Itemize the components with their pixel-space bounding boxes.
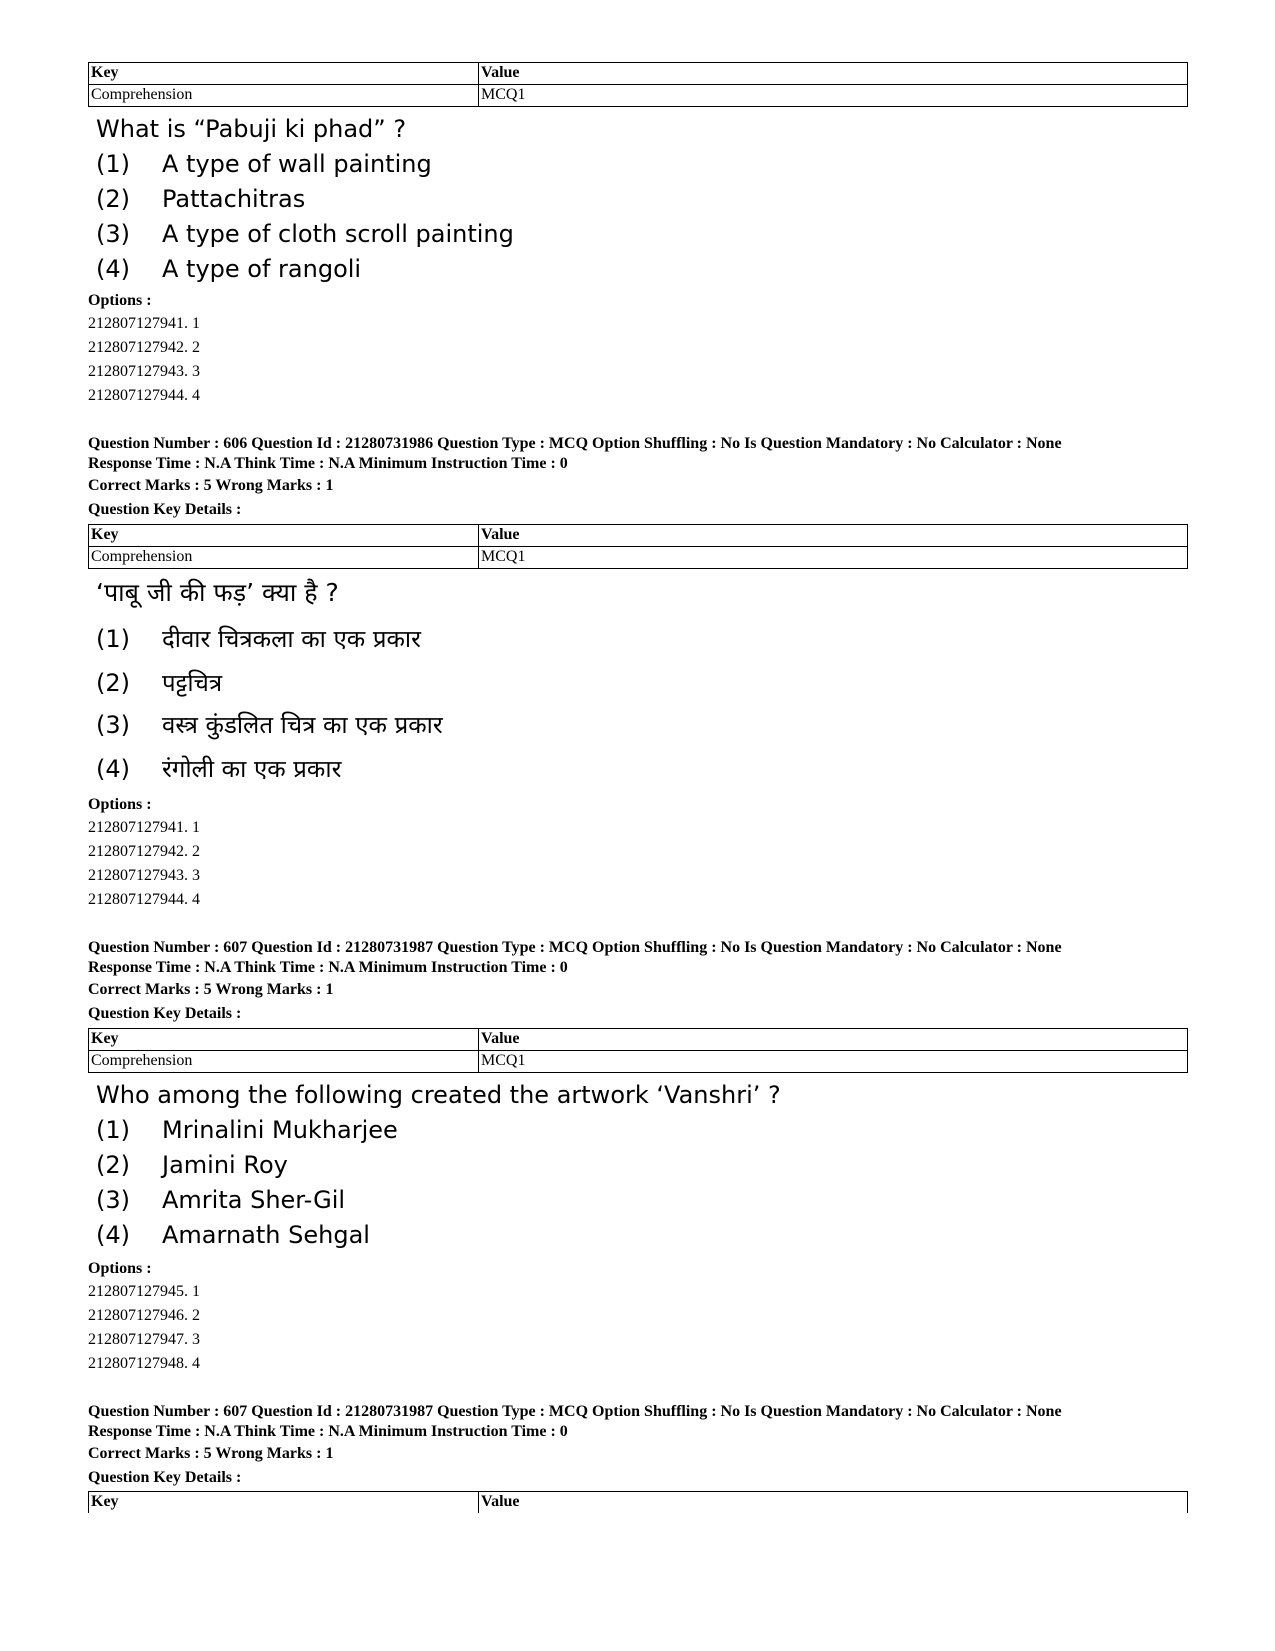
answer-option [96, 708, 1188, 752]
response-time-line: Response Time : N.A Think Time : N.A Minimum Instruction Time : 0 [88, 455, 568, 472]
key-cell: Comprehension [89, 1051, 479, 1073]
answer-option [96, 1186, 1188, 1221]
option-number: (4) [96, 755, 130, 783]
option-id: 212807127944. 4 [88, 891, 200, 908]
option-number: (1) [96, 625, 130, 653]
option-text: Mrinalini Mukharjee [162, 1116, 398, 1144]
option-text: वस्त्र कुंडलित चित्र का एक प्रकार [162, 711, 443, 739]
option-number: (2) [96, 1151, 130, 1179]
response-time-line: Response Time : N.A Think Time : N.A Minimum Instruction Time : 0 [88, 959, 568, 976]
value-cell: MCQ1 [479, 85, 1188, 107]
marks-line: Correct Marks : 5 Wrong Marks : 1 [88, 981, 334, 998]
answer-option [96, 185, 1188, 220]
options-list [88, 290, 1188, 408]
response-time-line: Response Time : N.A Think Time : N.A Minimum Instruction Time : 0 [88, 1423, 568, 1440]
option-number: (3) [96, 1186, 130, 1214]
option-number: (3) [96, 711, 130, 739]
question-key-table [88, 62, 1188, 107]
option-id: 212807127941. 1 [88, 819, 200, 836]
value-header: Value [479, 1492, 1188, 1514]
answer-option [96, 666, 1188, 708]
answer-option [96, 1221, 1188, 1256]
option-number: (1) [96, 150, 130, 178]
option-id: 212807127943. 3 [88, 363, 200, 380]
answer-option [96, 150, 1188, 185]
option-text: A type of rangoli [162, 255, 362, 283]
question-block [88, 1080, 1188, 1256]
option-text: पट्टचित्र [162, 669, 223, 697]
question-key-table [88, 524, 1188, 569]
option-number: (4) [96, 255, 130, 283]
key-header: Key [89, 1492, 479, 1514]
question-block [88, 578, 1188, 792]
question-key-table [88, 1028, 1188, 1073]
question-block [88, 114, 1188, 290]
option-text: दीवार चित्रकला का एक प्रकार [162, 625, 421, 653]
question-meta [88, 1402, 1188, 1490]
key-cell: Comprehension [89, 85, 479, 107]
option-text: Amarnath Sehgal [162, 1221, 370, 1249]
key-cell: Comprehension [89, 547, 479, 569]
option-number: (3) [96, 220, 130, 248]
option-id: 212807127946. 2 [88, 1307, 200, 1324]
option-id: 212807127945. 1 [88, 1283, 200, 1300]
key-header: Key [89, 63, 479, 85]
question-text: What is “Pabuji ki phad” ? [96, 115, 407, 143]
answer-option [96, 220, 1188, 255]
option-id: 212807127941. 1 [88, 315, 200, 332]
options-label: Options : [88, 796, 152, 813]
options-list [88, 794, 1188, 912]
option-id: 212807127944. 4 [88, 387, 200, 404]
option-text: A type of cloth scroll painting [162, 220, 514, 248]
value-header: Value [479, 525, 1188, 547]
option-id: 212807127943. 3 [88, 867, 200, 884]
question-meta [88, 434, 1188, 522]
key-details-label: Question Key Details : [88, 1469, 242, 1486]
options-label: Options : [88, 1260, 152, 1277]
key-details-label: Question Key Details : [88, 1005, 242, 1022]
question-text: ‘पाबू जी की फड़’ क्या है ? [96, 578, 339, 607]
answer-option [96, 752, 1188, 792]
marks-line: Correct Marks : 5 Wrong Marks : 1 [88, 477, 334, 494]
question-key-table [88, 1491, 1188, 1513]
question-text: Who among the following created the artwork ‘Vanshri’ ? [96, 1081, 781, 1109]
option-id: 212807127948. 4 [88, 1355, 200, 1372]
key-header: Key [89, 525, 479, 547]
answer-option [96, 622, 1188, 666]
question-meta [88, 938, 1188, 1026]
options-label: Options : [88, 292, 152, 309]
option-number: (4) [96, 1221, 130, 1249]
option-id: 212807127947. 3 [88, 1331, 200, 1348]
question-meta-line: Question Number : 607 Question Id : 21280731987 Question Type : MCQ Option Shuffling : No Is Question Mandatory : No Calculator : None [88, 939, 1062, 956]
option-id: 212807127942. 2 [88, 843, 200, 860]
option-text: A type of wall painting [162, 150, 432, 178]
question-meta-line: Question Number : 607 Question Id : 21280731987 Question Type : MCQ Option Shuffling : No Is Question Mandatory : No Calculator : None [88, 1403, 1062, 1420]
value-header: Value [479, 1029, 1188, 1051]
value-header: Value [479, 63, 1188, 85]
answer-option [96, 1116, 1188, 1151]
options-list [88, 1258, 1188, 1376]
key-details-label: Question Key Details : [88, 501, 242, 518]
key-header: Key [89, 1029, 479, 1051]
option-text: Amrita Sher-Gil [162, 1186, 346, 1214]
value-cell: MCQ1 [479, 1051, 1188, 1073]
question-meta-line: Question Number : 606 Question Id : 21280731986 Question Type : MCQ Option Shuffling : No Is Question Mandatory : No Calculator : None [88, 435, 1062, 452]
option-number: (1) [96, 1116, 130, 1144]
option-id: 212807127942. 2 [88, 339, 200, 356]
option-number: (2) [96, 669, 130, 697]
value-cell: MCQ1 [479, 547, 1188, 569]
option-text: Pattachitras [162, 185, 306, 213]
option-number: (2) [96, 185, 130, 213]
option-text: रंगोली का एक प्रकार [162, 755, 342, 783]
marks-line: Correct Marks : 5 Wrong Marks : 1 [88, 1445, 334, 1462]
option-text: Jamini Roy [162, 1151, 288, 1179]
answer-option [96, 255, 1188, 290]
answer-option [96, 1151, 1188, 1186]
